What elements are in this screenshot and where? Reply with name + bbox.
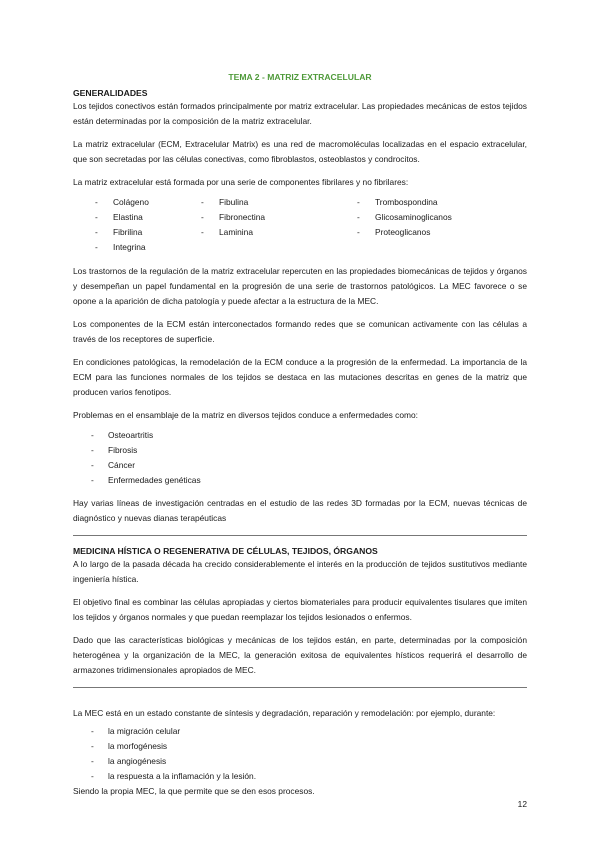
paragraph: La matriz extracelular (ECM, Extracelular Matrix) es una red de macromoléculas localizadas en el espacio extracelular, que son secretadas por las células conectivas, como fibroblastos, osteoblastos y condrocitos. (73, 139, 527, 164)
components-column-2 (199, 195, 355, 255)
list-item: - Trombospondina (355, 195, 505, 210)
list-item: - la respuesta a la inflamación y la lesión. (91, 769, 527, 784)
section-heading-medicina-histica: MEDICINA HÍSTICA O REGENERATIVA DE CÉLULAS, TEJIDOS, ÓRGANOS (73, 546, 378, 556)
page-title: TEMA 2 - MATRIZ EXTRACELULAR (228, 72, 372, 82)
paragraph: En condiciones patológicas, la remodelación de la ECM conduce a la progresión de la enfermedad. La importancia de la ECM para las funciones normales de los tejidos se destaca en las mutaciones descritas en genes de la matriz que producen varios fenotipos. (73, 357, 527, 397)
components-column-3 (355, 195, 505, 255)
paragraph: Los componentes de la ECM están interconectados formando redes que se comunican activamente con las células a través de los receptores de superficie. (73, 319, 527, 344)
paragraph: Dado que las características biológicas y mecánicas de los tejidos están, en parte, determinadas por la composición heterogénea y la organización de la MEC, la generación exitosa de equivalentes hísticos requerirá el desarrollo de armazones tridimensionales apropiados de MEC. (73, 635, 527, 675)
paragraph: El objetivo final es combinar las células apropiadas y ciertos biomateriales para producir equivalentes tisulares que imiten los tejidos y órganos normales y que puedan reemplazar los tejidos lesionados o enfermos. (73, 597, 527, 622)
list-item: - Enfermedades genéticas (91, 473, 527, 488)
list-item: - Fibrosis (91, 443, 527, 458)
diseases-list (73, 428, 527, 488)
list-item: - Colágeno (93, 195, 199, 210)
section-heading-generalidades: GENERALIDADES (73, 88, 148, 98)
paragraph: Siendo la propia MEC, la que permite que se den esos procesos. (73, 786, 315, 796)
list-item: - Laminina (199, 225, 355, 240)
list-item: - Integrina (93, 240, 199, 255)
list-item: - Fibulina (199, 195, 355, 210)
paragraph: A lo largo de la pasada década ha crecido considerablemente el interés en la producción de tejidos sustitutivos mediante ingeniería hística. (73, 559, 527, 584)
paragraph: Los trastornos de la regulación de la matriz extracelular repercuten en las propiedades biomecánicas de tejidos y órganos y desempeñan un papel fundamental en la progresión de una serie de trastornos patológicos. La MEC favorece o se opone a la aparición de dicha patología y puede afectar a la estructura de la MEC. (73, 266, 527, 306)
list-item: - Proteoglicanos (355, 225, 505, 240)
list-item: - Fibronectina (199, 210, 355, 225)
components-column-1 (93, 195, 199, 255)
list-item: - la angiogénesis (91, 754, 527, 769)
list-item: - la morfogénesis (91, 739, 527, 754)
components-list (73, 195, 527, 255)
paragraph: Problemas en el ensamblaje de la matriz en diversos tejidos conduce a enfermedades como: (73, 410, 418, 420)
page-number: 12 (517, 799, 527, 809)
section-divider (73, 687, 527, 688)
paragraph: Los tejidos conectivos están formados principalmente por matriz extracelular. Las propiedades mecánicas de estos tejidos están determinadas por la composición de la matriz extracelular. (73, 101, 527, 126)
list-item: - Cáncer (91, 458, 527, 473)
paragraph: Hay varias líneas de investigación centradas en el estudio de las redes 3D formadas por la ECM, nuevas técnicas de diagnóstico y nuevas dianas terapéuticas (73, 498, 527, 523)
list-item: - Glicosaminoglicanos (355, 210, 505, 225)
list-item: - la migración celular (91, 724, 527, 739)
paragraph: La MEC está en un estado constante de síntesis y degradación, reparación y remodelación: por ejemplo, durante: (73, 708, 496, 718)
list-item: - Elastina (93, 210, 199, 225)
processes-list (73, 724, 527, 784)
list-item: - Osteoartritis (91, 428, 527, 443)
list-item: - Fibrilina (93, 225, 199, 240)
paragraph: La matriz extracelular está formada por una serie de componentes fibrilares y no fibrilares: (73, 177, 409, 187)
section-divider (73, 535, 527, 536)
